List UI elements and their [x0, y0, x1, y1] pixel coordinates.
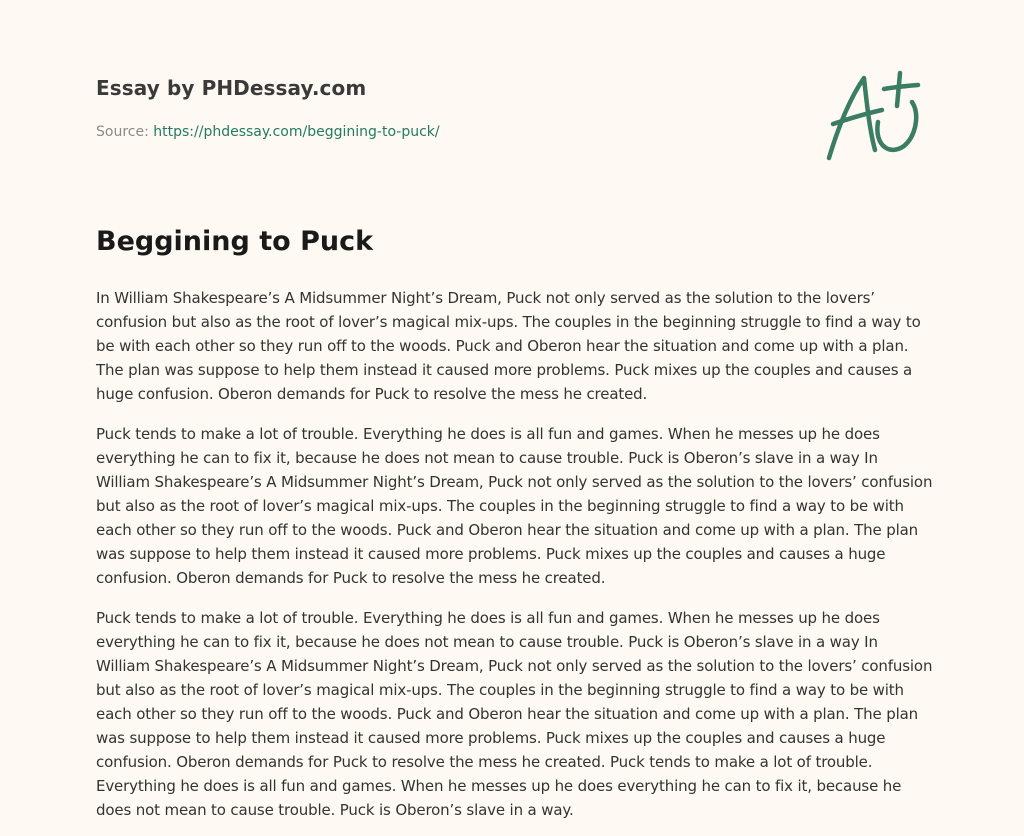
source-link[interactable]: https://phdessay.com/beggining-to-puck/ [153, 124, 440, 140]
article-body [96, 286, 934, 836]
article-paragraph: Puck tends to make a lot of trouble. Everything he does is all fun and games. When he messes up he does everything he can to fix it, because he does not mean to cause trouble. Puck is Oberon’s slave in a way In William Shakespeare’s A Midsummer Night’s Dream, Puck not only served as the solution to the lovers’ confusion but also as the root of lover’s magical mix-ups. The couples in the beginning struggle to find a way to be with each other so they run off to the woods. Puck and Oberon hear the situation and come up with a plan. The plan was suppose to help them instead it caused more problems. Puck mixes up the couples and causes a huge confusion. Oberon demands for Puck to resolve the mess he created. [96, 425, 933, 587]
article-paragraph: In William Shakespeare’s A Midsummer Night’s Dream, Puck not only served as the solution to the lovers’ confusion but also as the root of lover’s magical mix-ups. The couples in the beginning struggle to find a way to be with each other so they run off to the woods. Puck and Oberon hear the situation and come up with a plan. The plan was suppose to help them instead it caused more problems. Puck mixes up the couples and causes a huge confusion. Oberon demands for Puck to resolve the mess he created. [96, 289, 921, 403]
article-paragraph: Puck tends to make a lot of trouble. Everything he does is all fun and games. When he messes up he does everything he can to fix it, because he does not mean to cause trouble. Puck is Oberon’s slave in a way In William Shakespeare’s A Midsummer Night’s Dream, Puck not only served as the solution to the lovers’ confusion but also as the root of lover’s magical mix-ups. The couples in the beginning struggle to find a way to be with each other so they run off to the woods. Puck and Oberon hear the situation and come up with a plan. The plan was suppose to help them instead it caused more problems. Puck mixes up the couples and causes a huge confusion. Oberon demands for Puck to resolve the mess he created. Puck tends to make a lot of trouble. Everything he does is all fun and games. When he messes up he does everything he can to fix it, because he does not mean to cause trouble. Puck is Oberon’s slave in a way. [96, 609, 933, 819]
article-title: Beggining to Puck [96, 226, 374, 257]
source-label: Source: [96, 124, 154, 140]
site-brand: Essay by PHDessay.com [96, 76, 367, 100]
source-line [96, 124, 440, 140]
a-plus-grade-icon [820, 66, 930, 166]
